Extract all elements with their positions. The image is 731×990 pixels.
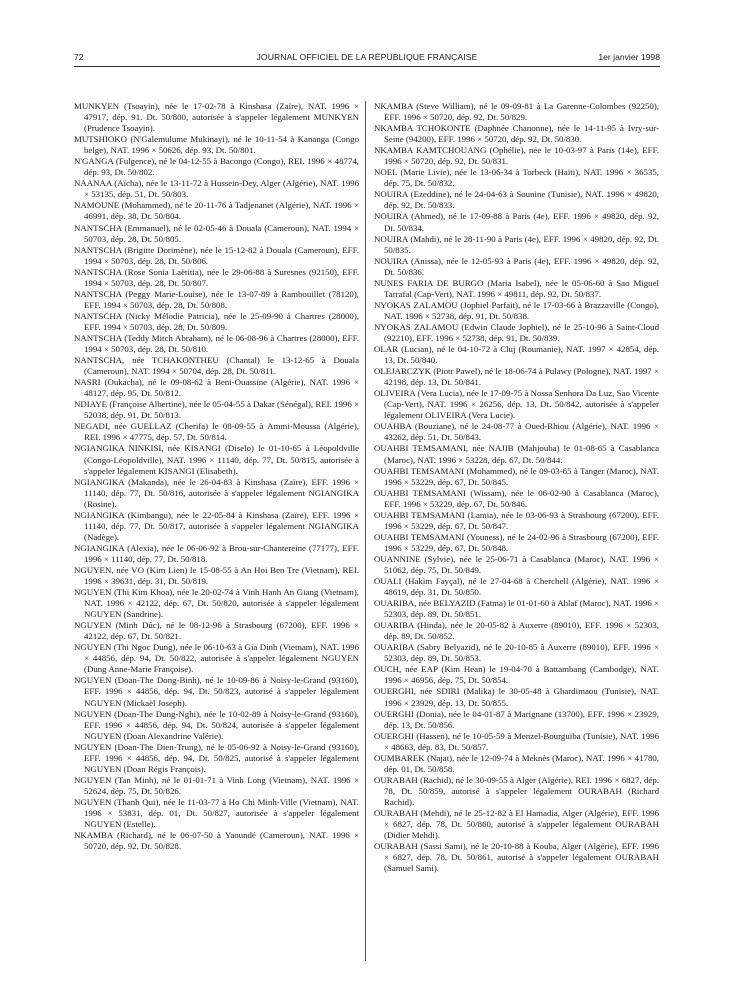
- issue-date: 1er janvier 1998: [598, 52, 660, 62]
- entry: NANTSCHA (Peggy Marie-Louise), née le 13-07-89 à Rambouillet (78120), EFF. 1994 × 50703, dép. 28, Dt. 50/808.: [74, 288, 359, 310]
- entry: OUAHBI TEMSAMANI (Wissam), née le 06-02-90 à Casablanca (Maroc), EFF. 1996 × 53229, dép. 67, Dt. 50/846.: [374, 487, 659, 509]
- entry: MUNKYEN (Tsoayin), née le 17-02-78 à Kinshasa (Zaïre), NAT. 1996 × 47917, dép. 91. Dt. 50/800, autorisée à s'appeler légalement MUNKYEN (Prudence Tsoayin).: [74, 101, 359, 134]
- entry: NDIAYE (Françoise Albertine), née le 05-04-55 à Dakar (Sénégal), REI. 1996 × 52038, dép. 91, Dt. 50/813.: [74, 399, 359, 421]
- entry: NOEL (Marie Livie), née le 13-06-34 à Torbeck (Haïti), NAT. 1996 × 36535, dép. 75, Dt. 50/832.: [374, 167, 659, 189]
- entry: OURABAH (Mehdi), né le 25-12-82 à El Hamadia, Alger (Algérie), EFF. 1996 × 6827, dép. 78, Dt. 50/860, autorisé à s'appeler légalement OURABAH (Didier Mehdi).: [374, 808, 659, 841]
- entry: NGUYEN, née VO (Kim Lien) le 15-08-55 à An Hoi Ben Tre (Vietnam), REI. 1996 × 39631, dép. 31, Dt. 50/819.: [74, 564, 359, 587]
- entry: NGUYEN (Thi Kim Khoa), née le 20-02-74 à Vinh Hanh An Giang (Vietnam), NAT. 1996 × 42122, dép. 67, Dt. 50/820, autorisée à s'appeler légalement NGUYEN (Sandrine).: [74, 587, 359, 620]
- entry: OUERGHI (Hassen), né le 10-05-59 à Menzel-Bourguiba (Tunisie), NAT. 1996 × 48663, dép. 83, Dt. 50/857.: [374, 730, 659, 752]
- left-column: [74, 101, 359, 852]
- column-divider: [365, 101, 366, 961]
- entry: NGUYEN (Doan-The Dung-Nghi), née le 10-02-89 à Noisy-le-Grand (93160), EFF. 1996 × 44856, dép. 94, Dt. 50/824, autorisée à s'appeler légalement NGUYEN (Doan Alexandrine Valérie).: [74, 708, 359, 741]
- entry: OUCH, née EAP (Kim Hean) le 19-04-70 à Battambang (Cambodge), NAT. 1996 × 46956, dép. 75, Dt. 50/854.: [374, 664, 659, 686]
- entry: OURABAH (Rachid), né le 30-09-55 à Alger (Algérie), REI. 1996 × 6827, dép. 78, Dt. 50/859, autorisé à s'appeler légalement OURABAH (Richard Rachid).: [374, 774, 659, 807]
- entry: NGIANGIKA (Alexia), née le 06-06-92 à Brou-sur-Chantereine (77177), EFF. 1996 × 11140, dép. 77, Dt. 50/818.: [74, 542, 359, 564]
- entry: NUNES FARIA DE BURGO (Maria Isabel), née le 05-06-60 à Sao Miguel Tarrafal (Cap-Vert), NAT. 1996 × 49811, dép. 92, Dt. 50/837.: [374, 277, 659, 299]
- entry: NANTSCHA (Emmanuel), né le 02-05-46 à Douala (Cameroun), NAT. 1994 × 50703, dép. 28, Dt. 50/805.: [74, 222, 359, 244]
- page-header: [74, 52, 660, 66]
- entry: OUALI (Hakim Fayçal), né le 27-04-68 à Cherchell (Algérie), NAT. 1996 × 48619, dép. 31, Dt. 50/850.: [374, 576, 659, 598]
- entry: NANTSCHA (Nicky Mélodie Patricia), née le 25-09-90 à Chartres (28000), EFF. 1994 × 50703, dép. 28, Dt. 50/809.: [74, 310, 359, 332]
- entry: OUAHBA (Bouziane), né le 24-08-77 à Oued-Rhiou (Algérie), NAT. 1996 × 43262, dép. 51, Dt. 50/843.: [374, 421, 659, 443]
- entry: NGUYEN (Tan Minh), né le 01-01-71 à Vinh Long (Vietnam), NAT. 1996 × 52624, dép. 75, Dt. 50/826.: [74, 774, 359, 796]
- entry: OUERGHI (Donia), née le 04-01-87 à Marignane (13700), EFF. 1996 × 23929, dép. 13, Dt. 50/856.: [374, 708, 659, 730]
- entry: OLIVEIRA (Vera Lucia), née le 17-09-75 à Nossa Senhora Da Luz, Sao Vicente (Cap-Vert), NAT. 1996 × 26256, dép. 13, Dt. 50/842, autorisée à s'appeler légalement OLIVEIRA (Vera Lucie).: [374, 388, 659, 421]
- entry: NANTSCHA, née TCHAKONTHEU (Chantal) le 13-12-65 à Douala (Cameroun), NAT. 1994 × 50704, dép. 28, Dt. 50/811.: [74, 355, 359, 377]
- entry: NGUYEN (Doan-The Dong-Binh), né le 10-09-86 à Noisy-le-Grand (93160), EFF. 1996 × 44856, dép. 94, Dt. 50/823, autorisé à s'appeler légalement NGUYEN (Mickaël Joseph).: [74, 675, 359, 708]
- entry: OUMBAREK (Najat), née le 12-09-74 à Meknès (Maroc), NAT. 1996 × 41780, dép. 01, Dt. 50/858.: [374, 752, 659, 774]
- entry: NGIANGIKA (Makanda), née le 26-04-83 à Kinshasa (Zaïre), EFF. 1996 × 11140, dép. 77, Dt. 50/816, autorisée à s'appeler légalement NGIANGIKA (Rosine).: [74, 476, 359, 509]
- page-number: 72: [74, 52, 84, 62]
- entry: NANTSCHA (Teddy Mitch Abraham), né le 06-08-96 à Chartres (28000), EFF. 1994 × 50703, dép. 28, Dt. 50/810.: [74, 332, 359, 355]
- entry: OLAR (Lucian), né le 04-10-72 à Cluj (Roumanie), NAT. 1997 × 42854, dép. 13, Dt. 50/840.: [374, 344, 659, 366]
- entry: NASRI (Oukacha), né le 09-08-62 à Beni-Ouassine (Algérie), NAT. 1996 × 48127, dép. 95, Dt. 50/812.: [74, 377, 359, 399]
- entry: OUANNINE (Sylvie), née le 25-06-71 à Casablanca (Maroc), NAT. 1996 × 51062, dép. 75, Dt. 50/849.: [374, 553, 659, 575]
- header-rule: [74, 66, 660, 67]
- entry: NGUYEN (Doan-The Dien-Trung), né le 05-06-92 à Noisy-le-Grand (93160), EFF. 1996 × 44856, dép. 94, Dt. 50/825, autorisé à s'appeler légalement NGUYEN (Doan Régis François).: [74, 741, 359, 774]
- entry: NGIANGIKA (Kimbangu), née le 22-05-84 à Kinshasa (Zaïre), EFF. 1996 × 11140, dép. 77, Dt. 50/817, autorisée à s'appeler légalement NGIANGIKA (Nadège).: [74, 509, 359, 542]
- entry: OUARIBA, née BELYAZID (Fatma) le 01-01-60 à Ahlaf (Maroc), NAT. 1996 × 52303, dép. 89, Dt. 50/851.: [374, 598, 659, 620]
- entry: OUERGHI, née SDIRI (Malika) le 30-05-48 à Ghardimaou (Tunisie), NAT. 1996 × 23929, dép. 13, Dt. 50/855.: [374, 686, 659, 708]
- entry: NGIANGIKA NINKISI, née KISANGI (Diselo) le 01-10-65 à Léopoldville (Congo-Léopoldville), NAT. 1996 × 11140, dép. 77, Dt. 50/815, autorisée à s'appeler légalement KISANGI (Elisabeth).: [74, 443, 359, 476]
- entry: NGUYEN (Thi Ngoc Dung), née le 06-10-63 à Gia Dinh (Vietnam), NAT. 1996 × 44856, dép. 94, Dt. 50/822, autorisée à s'appeler légalement NGUYEN (Dung Anne-Marie Françoise).: [74, 642, 359, 675]
- entry: NKAMBA (Richard), né le 06-07-50 à Yaoundé (Cameroun), NAT. 1996 × 50720, dép. 92, Dt. 50/828.: [74, 830, 359, 852]
- entry: OUAHBI TEMSAMANI (Youness), né le 24-02-96 à Strasbourg (67200), EFF. 1996 × 53229, dép. 67, Dt. 50/848.: [374, 531, 659, 553]
- entry: NAMOUNE (Mohammed), né le 20-11-76 à Tadjenanet (Algérie), NAT. 1996 × 46991, dép. 38, Dt. 50/804.: [74, 200, 359, 222]
- entry: NOUIRA (Mahdi), né le 28-11-90 à Paris (4e), EFF. 1996 × 49820, dép. 92, Dt. 50/835.: [374, 233, 659, 255]
- entry: NKAMBA TCHOKONTE (Daphnée Chanonne), née le 14-11-95 à Ivry-sur-Seine (94200), EFF. 1996 × 50720, dép. 92, Dt. 50/830.: [374, 123, 659, 145]
- entry: OUARIBA (Sabry Belyazid), né le 20-10-85 à Auxerre (89010), EFF. 1996 × 52303, dép. 89, Dt. 50/853.: [374, 642, 659, 664]
- entry: OUAHBI TEMSAMANI (Mohammed), né le 09-03-65 à Tanger (Maroc), NAT. 1996 × 53229, dép. 67, Dt. 50/845.: [374, 465, 659, 487]
- entry: OLEJARCZYK (Piotr Pawel), né le 18-06-74 à Pulawy (Pologne), NAT. 1997 × 42198, dép. 13, Dt. 50/841.: [374, 366, 659, 388]
- right-column: [374, 101, 659, 874]
- entry: NANTSCHA (Brigitte Dorimène), née le 15-12-82 à Douala (Cameroun), EFF. 1994 × 50703, dép. 28, Dt. 50/806.: [74, 244, 359, 266]
- entry: NOUIRA (Ahmed), né le 17-09-88 à Paris (4e), EFF. 1996 × 49820, dép. 92, Dt. 50/834.: [374, 211, 659, 233]
- entry: N'GANGA (Fulgence), né le 04-12-55 à Bacongo (Congo), REI. 1996 × 48774, dép. 93, Dt. 50/802.: [74, 156, 359, 178]
- entry: OURABAH (Sassi Sami), né le 20-10-88 à Kouba, Alger (Algérie), EFF. 1996 × 6827, dép. 78, Dt. 50/861, autorisé à s'appeler légalement OURABAH (Samuel Sami).: [374, 841, 659, 874]
- entry: NANTSCHA (Rose Sonia Laëtitia), née le 29-06-88 à Suresnes (92150), EFF. 1994 × 50703, dép. 28, Dt. 50/807.: [74, 266, 359, 288]
- entry: NKAMBA KAMTCHOUANG (Ophélie), née le 10-03-97 à Paris (14e), EFF. 1996 × 50720, dép. 92, Dt. 50/831.: [374, 145, 659, 167]
- entry: OUAHBI TEMSAMANI, née NAJIB (Mahjouba) le 01-08-65 à Casablanca (Maroc), NAT. 1996 × 53228, dép. 67, Dt. 50/844.: [374, 443, 659, 465]
- entry: NAANAA (Aïcha), née le 13-11-72 à Hussein-Dey, Alger (Algérie), NAT. 1996 × 53135, dép. 51, Dt. 50/803.: [74, 178, 359, 200]
- entry: NKAMBA (Steve William), né le 09-09-81 à La Garenne-Colombes (92250), EFF. 1996 × 50720, dép. 92, Dt. 50/829.: [374, 101, 659, 123]
- entry: NEGADI, née GUELLAZ (Cherifa) le 08-09-55 à Ammi-Moussa (Algérie), REI. 1996 × 47775, dép. 57, Dt. 50/814.: [74, 421, 359, 443]
- journal-title: JOURNAL OFFICIEL DE LA RÉPUBLIQUE FRANÇAISE: [256, 52, 478, 62]
- entry: NYOKAS ZALAMOU (Jophiel Parfait), né le 17-03-66 à Brazzaville (Congo), NAT. 1996 × 52738, dép. 91, Dt. 50/838.: [374, 299, 659, 321]
- entry: OUAHBI TEMSAMANI (Lamia), née le 03-06-93 à Strasbourg (67200), EFF. 1996 × 53229, dép. 67, Dt. 50/847.: [374, 509, 659, 531]
- entry: OUARIBA (Hinda), née le 20-05-82 à Auxerre (89010), EFF. 1996 × 52303, dép. 89, Dt. 50/852.: [374, 620, 659, 642]
- entry: NGUYEN (Minh Dûc), né le 08-12-96 à Strasbourg (67200), EFF. 1996 × 42122, dép. 67, Dt. 50/821.: [74, 620, 359, 642]
- entry: NOUIRA (Anissa), née le 12-05-93 à Paris (4e), EFF. 1996 × 49820, dép. 92, Dt. 50/836.: [374, 255, 659, 277]
- entry: NGUYEN (Thanh Qui), née le 11-03-77 à Ho Chi Minh-Ville (Vietnam), NAT. 1996 × 53831, dép. 01, Dt. 50/827, autorisée à s'appeler légalement NGUYEN (Estelle).: [74, 796, 359, 830]
- entry: MUTSHIOKO (N'Galemulume Mukinayi), né le 10-11-54 à Kananga (Congo belge), NAT. 1996 × 50626, dép. 93, Dt. 50/801.: [74, 134, 359, 156]
- entry: NYOKAS ZALAMOU (Edwin Claude Jophiel), né le 25-10-96 à Saint-Cloud (92210), EFF. 1996 × 52738, dép. 91, Dt. 50/839.: [374, 321, 659, 343]
- entry: NOUIRA (Ezeddine), né le 24-04-63 à Sounine (Tunisie), NAT. 1996 × 49820, dép. 92, Dt. 50/833.: [374, 189, 659, 211]
